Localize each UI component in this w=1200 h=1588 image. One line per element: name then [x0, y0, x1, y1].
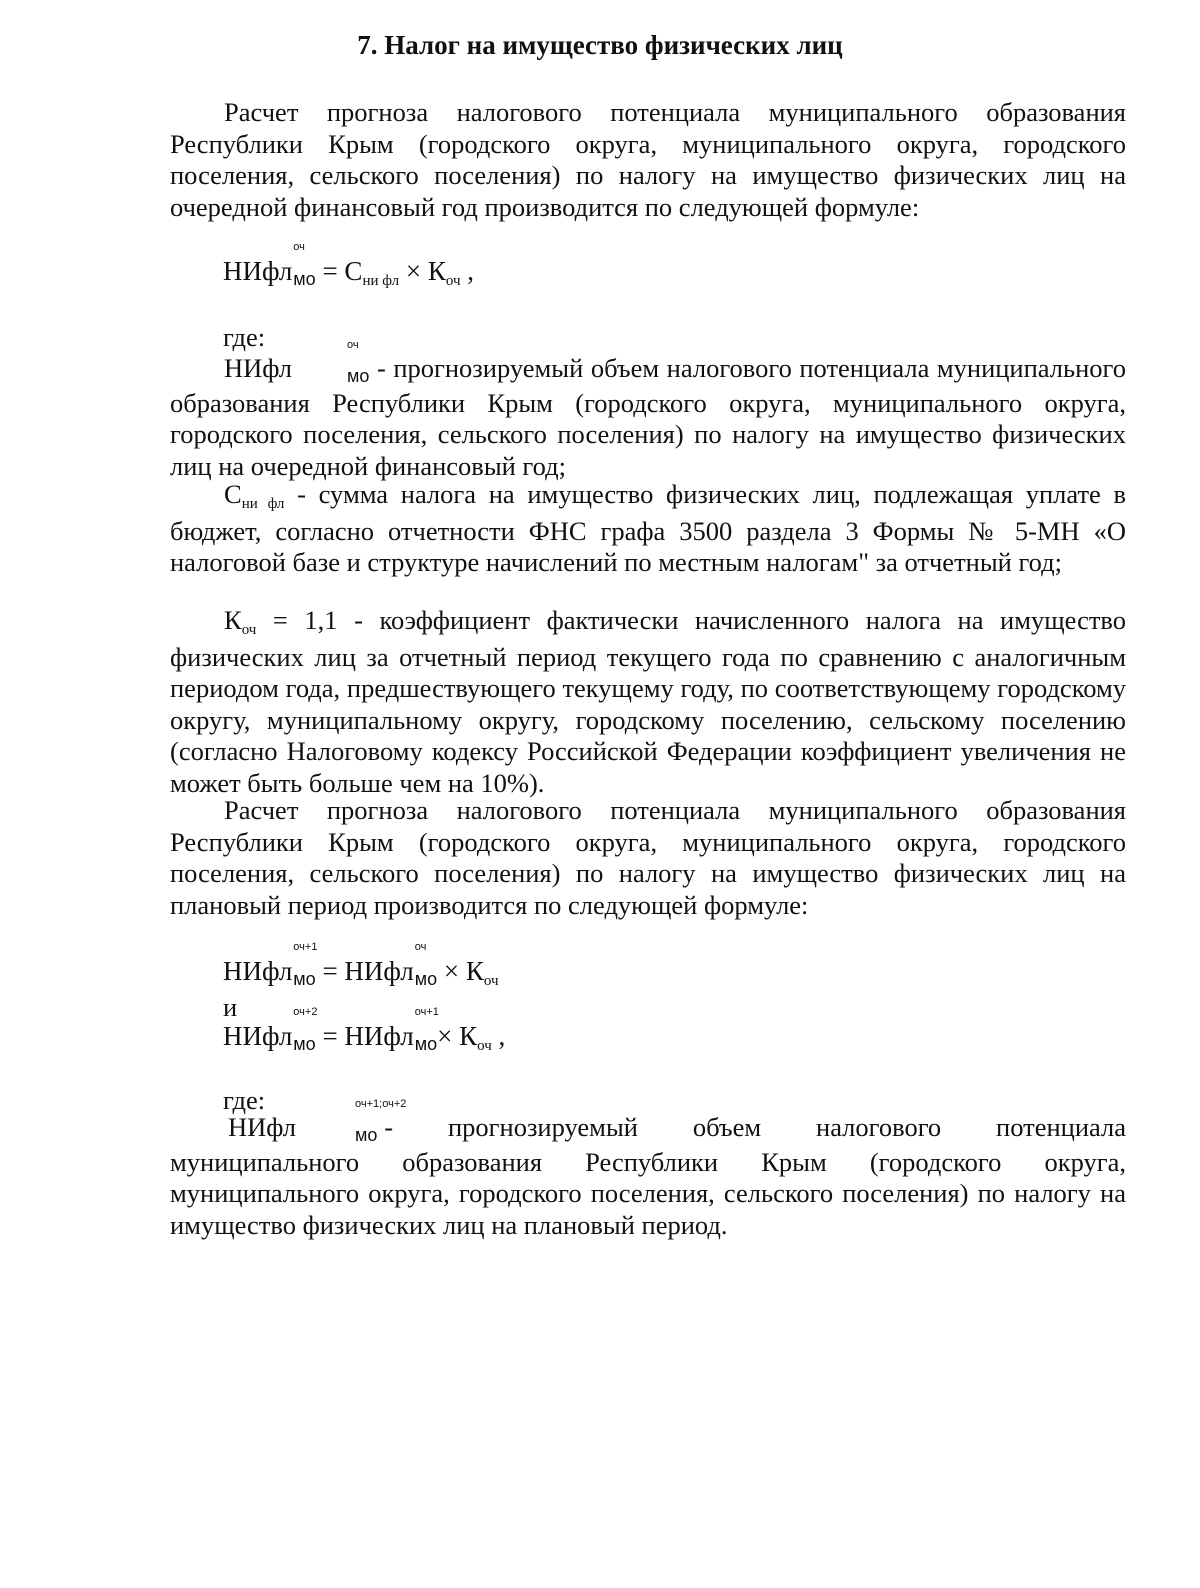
- f2-lhs: НИфл: [223, 956, 293, 986]
- formula-end: ,: [460, 256, 474, 286]
- f2-rhs: НИфл: [344, 956, 414, 986]
- formula-current-year: [223, 241, 474, 292]
- section-title: 7. Налог на имущество физических лиц: [357, 30, 843, 60]
- formula-lhs-sub: мо: [293, 269, 316, 289]
- f3-k: К: [459, 1021, 478, 1051]
- where-label-1: где:: [223, 322, 266, 352]
- where-label-2: где:: [223, 1085, 266, 1115]
- f2-eq: =: [315, 956, 345, 986]
- f3-lhs-sup: оч+2: [293, 1006, 318, 1018]
- f3-lhs-sub: мо: [293, 1034, 316, 1054]
- formula-times: ×: [399, 256, 428, 286]
- def-nifl-sub: мо: [347, 366, 370, 386]
- formula-k: К: [427, 256, 446, 286]
- formula-eq: =: [315, 256, 345, 286]
- definition-k: [170, 605, 1126, 799]
- formula-k-sub: оч: [445, 273, 461, 289]
- f2-rhs-sup: оч: [414, 941, 427, 953]
- formula-lhs-sup: оч: [293, 241, 305, 253]
- def-c-symbol: С: [224, 479, 242, 509]
- def-nifl-text: - прогнозируемый объем налогового потенциала муниципального образования Республики Крым (городского округа, муниципального округа, городского поселения, сельского поселения) по налогу на имущество физических лиц на очередной финансовый год;: [170, 353, 1126, 481]
- f2-k-sub: оч: [483, 973, 499, 989]
- def-k-symbol: К: [224, 605, 242, 635]
- formula-plan-year-1: [223, 941, 499, 992]
- definition-c: [170, 479, 1126, 579]
- f3-end: ,: [491, 1021, 506, 1051]
- f2-times: ×: [437, 956, 466, 986]
- f3-lhs: НИфл: [223, 1021, 293, 1051]
- def-c-sub: ни фл: [241, 496, 285, 512]
- formula-c: С: [344, 256, 363, 286]
- f3-eq: =: [315, 1021, 345, 1051]
- f2-lhs-sup: оч+1: [293, 941, 318, 953]
- def-k-text: = 1,1 - коэффициент фактически начисленного налога на имущество физических лиц за отчетный период текущего года по сравнению с аналогичным периодом года, предшествующего текущему году, по соответствующему городскому округу, муниципальному округу, городскому поселению, сельскому поселению (согласно Налоговому кодексу Российской Федерации коэффициент увеличения не может быть больше чем на 10%).: [170, 605, 1126, 798]
- f2-k: К: [465, 956, 484, 986]
- and-word: и: [223, 992, 238, 1022]
- def-k-sub: оч: [241, 622, 257, 638]
- f3-rhs-sub: мо: [414, 1034, 438, 1054]
- f3-rhs-sup: оч+1: [414, 1006, 439, 1018]
- intro-paragraph: Расчет прогноза налогового потенциала муниципального образования Республики Крым (городского округа, муниципального округа, городского поселения, сельского поселения) по налогу на имущество физических лиц на очередной финансовый год производится по следующей формуле:: [170, 97, 1126, 222]
- def-plan-text: - прогнозируемый объем налогового потенциала муниципального образования Республики Крым (городского округа, муниципального округа, городского поселения, сельского поселения) по налогу на имущество физических лиц на плановый период.: [170, 1112, 1133, 1240]
- formula-c-sub: ни фл: [362, 273, 400, 289]
- f2-lhs-sub: мо: [293, 969, 316, 989]
- definition-nifl: [170, 339, 1126, 482]
- def-nifl-symbol: НИфл: [224, 353, 293, 383]
- def-nifl-sup: оч: [347, 339, 359, 351]
- def-plan-sup: оч+1;оч+2: [355, 1098, 407, 1110]
- f3-k-sub: оч: [477, 1038, 492, 1054]
- f2-rhs-sub: мо: [414, 969, 438, 989]
- plan-paragraph: Расчет прогноза налогового потенциала муниципального образования Республики Крым (городского округа, муниципального округа, городского поселения, сельского поселения) по налогу на имущество физических лиц на плановый период производится по следующей формуле:: [170, 795, 1126, 920]
- def-plan-symbol: НИфл: [228, 1112, 297, 1142]
- f3-times: ×: [437, 1021, 460, 1051]
- f3-rhs: НИфл: [344, 1021, 414, 1051]
- def-plan-sub: мо: [355, 1125, 378, 1145]
- def-c-text: - сумма налога на имущество физических лиц, подлежащая уплате в бюджет, согласно отчетности ФНС графа 3500 раздела 3 Формы № 5-МН «О налоговой базе и структуре начислений по местным налогам" за отчетный год;: [170, 479, 1127, 577]
- formula-lhs: НИфл: [223, 256, 293, 286]
- formula-plan-year-2: [223, 1006, 506, 1057]
